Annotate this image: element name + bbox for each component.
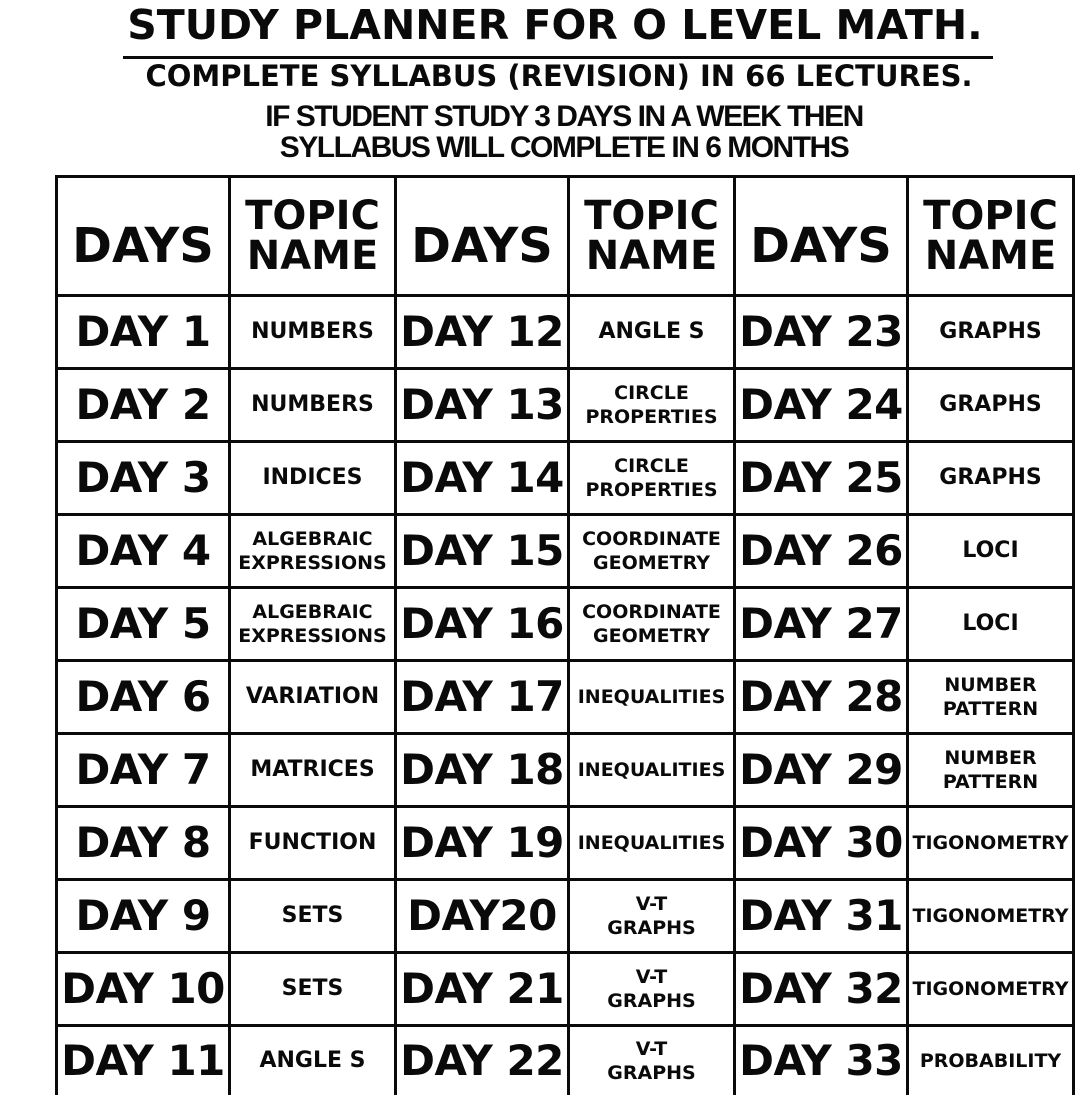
table-row <box>57 880 1074 953</box>
schedule-note-line-1: IF STUDENT STUDY 3 DAYS IN A WEEK THEN <box>0 101 1080 132</box>
topic-cell <box>230 953 396 1026</box>
day-cell: DAY 28 <box>735 661 908 734</box>
topic-line: NUMBER <box>909 746 1072 770</box>
day-cell: DAY 7 <box>57 734 230 807</box>
table-row <box>57 369 1074 442</box>
topic-line: PROPERTIES <box>570 478 733 502</box>
topic-line: GRAPHS <box>570 1061 733 1085</box>
day-cell: DAY 19 <box>396 807 569 880</box>
topic-cell <box>908 661 1074 734</box>
topic-cell <box>569 296 735 369</box>
table-row <box>57 953 1074 1026</box>
topic-cell <box>908 880 1074 953</box>
day-cell: DAY 21 <box>396 953 569 1026</box>
schedule-note <box>0 101 1080 163</box>
topic-cell <box>908 734 1074 807</box>
day-cell: DAY 17 <box>396 661 569 734</box>
day-cell: DAY 25 <box>735 442 908 515</box>
topic-line: COORDINATE <box>570 600 733 624</box>
topic-line: INEQUALITIES <box>570 685 733 709</box>
column-header-days: DAYS <box>57 177 230 296</box>
topic-cell <box>569 442 735 515</box>
topic-cell <box>230 734 396 807</box>
topic-cell <box>230 515 396 588</box>
topic-line: SETS <box>231 974 394 1004</box>
day-cell: DAY 16 <box>396 588 569 661</box>
topic-cell <box>230 880 396 953</box>
day-cell: DAY 32 <box>735 953 908 1026</box>
topic-line: ALGEBRAIC <box>231 527 394 551</box>
topic-line: TIGONOMETRY <box>909 977 1072 1001</box>
column-header-topic-line-2: NAME <box>909 236 1072 276</box>
table-row <box>57 588 1074 661</box>
topic-line: NUMBER <box>909 673 1072 697</box>
day-cell: DAY 18 <box>396 734 569 807</box>
day-cell: DAY 11 <box>57 1026 230 1095</box>
day-cell: DAY 3 <box>57 442 230 515</box>
day-cell: DAY 33 <box>735 1026 908 1095</box>
topic-line: V-T <box>570 965 733 989</box>
topic-line: ALGEBRAIC <box>231 600 394 624</box>
page-subtitle: COMPLETE SYLLABUS (REVISION) IN 66 LECTURES. <box>0 58 1080 94</box>
column-header-days: DAYS <box>735 177 908 296</box>
day-cell: DAY 24 <box>735 369 908 442</box>
topic-cell <box>908 296 1074 369</box>
topic-cell <box>569 661 735 734</box>
topic-line: INEQUALITIES <box>570 758 733 782</box>
planner-table-container <box>55 175 1063 1080</box>
day-cell: DAY 2 <box>57 369 230 442</box>
table-row <box>57 734 1074 807</box>
day-cell: DAY 10 <box>57 953 230 1026</box>
topic-line: ANGLE S <box>231 1046 394 1076</box>
day-cell: DAY 8 <box>57 807 230 880</box>
topic-cell <box>569 588 735 661</box>
topic-line: TIGONOMETRY <box>909 831 1072 855</box>
day-cell: DAY 31 <box>735 880 908 953</box>
day-cell: DAY 26 <box>735 515 908 588</box>
topic-line: MATRICES <box>231 755 394 785</box>
day-cell: DAY 9 <box>57 880 230 953</box>
day-cell: DAY 13 <box>396 369 569 442</box>
topic-line: EXPRESSIONS <box>231 551 394 575</box>
day-cell: DAY 14 <box>396 442 569 515</box>
topic-line: TIGONOMETRY <box>909 904 1072 928</box>
topic-line: INDICES <box>231 463 394 493</box>
topic-cell <box>908 807 1074 880</box>
topic-line: PROPERTIES <box>570 405 733 429</box>
day-cell: DAY 6 <box>57 661 230 734</box>
topic-line: LOCI <box>909 536 1072 566</box>
day-cell: DAY 30 <box>735 807 908 880</box>
topic-cell <box>569 369 735 442</box>
topic-line: PATTERN <box>909 770 1072 794</box>
topic-cell <box>230 369 396 442</box>
column-header-topic-line-1: TOPIC <box>909 196 1072 236</box>
topic-line: PATTERN <box>909 697 1072 721</box>
topic-cell <box>230 661 396 734</box>
topic-line: LOCI <box>909 609 1072 639</box>
topic-line: VARIATION <box>231 682 394 712</box>
table-row <box>57 807 1074 880</box>
table-row <box>57 1026 1074 1095</box>
day-cell: DAY 12 <box>396 296 569 369</box>
header-row <box>57 177 1074 296</box>
topic-cell <box>569 880 735 953</box>
topic-line: CIRCLE <box>570 454 733 478</box>
topic-cell <box>569 515 735 588</box>
topic-cell <box>230 1026 396 1095</box>
topic-line: SETS <box>231 901 394 931</box>
table-row <box>57 296 1074 369</box>
table-row <box>57 515 1074 588</box>
topic-line: GRAPHS <box>570 989 733 1013</box>
column-header-topic <box>230 177 396 296</box>
column-header-topic-line-1: TOPIC <box>570 196 733 236</box>
page-title: STUDY PLANNER FOR O LEVEL MATH. <box>0 2 1080 48</box>
topic-line: GRAPHS <box>909 317 1072 347</box>
topic-line: GRAPHS <box>909 463 1072 493</box>
topic-cell <box>230 442 396 515</box>
topic-line: GEOMETRY <box>570 624 733 648</box>
topic-line: EXPRESSIONS <box>231 624 394 648</box>
column-header-topic <box>908 177 1074 296</box>
topic-line: NUMBERS <box>231 390 394 420</box>
day-cell: DAY 29 <box>735 734 908 807</box>
topic-cell <box>230 296 396 369</box>
topic-line: NUMBERS <box>231 317 394 347</box>
day-cell: DAY 15 <box>396 515 569 588</box>
topic-cell <box>569 807 735 880</box>
schedule-note-line-2: SYLLABUS WILL COMPLETE IN 6 MONTHS <box>0 132 1080 163</box>
topic-cell <box>908 1026 1074 1095</box>
topic-cell <box>908 588 1074 661</box>
day-cell: DAY 4 <box>57 515 230 588</box>
day-cell: DAY 27 <box>735 588 908 661</box>
column-header-days: DAYS <box>396 177 569 296</box>
topic-line: V-T <box>570 1037 733 1061</box>
column-header-topic-line-2: NAME <box>570 236 733 276</box>
column-header-topic <box>569 177 735 296</box>
topic-cell <box>569 953 735 1026</box>
topic-line: GRAPHS <box>570 916 733 940</box>
topic-line: GRAPHS <box>909 390 1072 420</box>
topic-cell <box>569 734 735 807</box>
topic-cell <box>908 953 1074 1026</box>
topic-line: V-T <box>570 892 733 916</box>
topic-cell <box>230 807 396 880</box>
planner-body <box>57 296 1074 1095</box>
topic-cell <box>908 515 1074 588</box>
day-cell: DAY20 <box>396 880 569 953</box>
topic-cell <box>569 1026 735 1095</box>
column-header-topic-line-2: NAME <box>231 236 394 276</box>
day-cell: DAY 22 <box>396 1026 569 1095</box>
topic-cell <box>908 442 1074 515</box>
topic-cell <box>908 369 1074 442</box>
topic-line: GEOMETRY <box>570 551 733 575</box>
topic-line: INEQUALITIES <box>570 831 733 855</box>
column-header-topic-line-1: TOPIC <box>231 196 394 236</box>
topic-line: ANGLE S <box>570 317 733 347</box>
topic-line: FUNCTION <box>231 828 394 858</box>
topic-cell <box>230 588 396 661</box>
day-cell: DAY 5 <box>57 588 230 661</box>
planner-table <box>55 175 1075 1095</box>
table-row <box>57 442 1074 515</box>
table-row <box>57 661 1074 734</box>
topic-line: COORDINATE <box>570 527 733 551</box>
topic-line: CIRCLE <box>570 381 733 405</box>
topic-line: PROBABILITY <box>909 1049 1072 1073</box>
day-cell: DAY 23 <box>735 296 908 369</box>
day-cell: DAY 1 <box>57 296 230 369</box>
